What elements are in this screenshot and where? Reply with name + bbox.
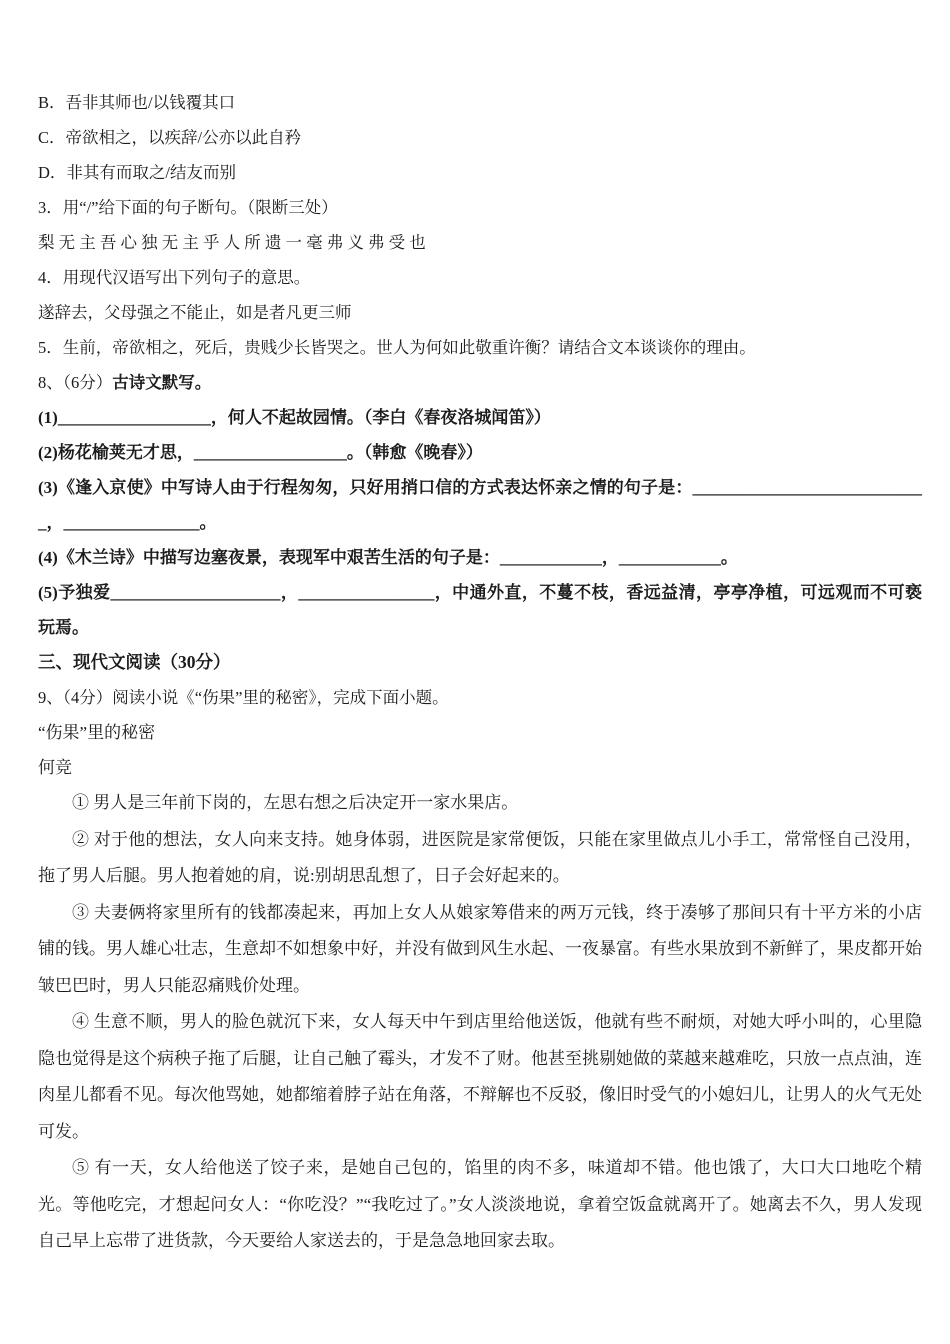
story-paragraph-1: ① 男人是三年前下岗的，左思右想之后决定开一家水果店。 <box>72 793 519 812</box>
dictation-item-2: (2)杨花榆荚无才思，__________________。（韩愈《晚春》） <box>38 443 483 462</box>
dictation-item-4: (4)《木兰诗》中描写边塞夜景，表现军中艰苦生活的句子是：____________，____________。 <box>38 548 738 567</box>
question-8 <box>38 365 922 400</box>
option-b: B．吾非其师也/以钱覆其口 <box>38 93 236 112</box>
dictation-item-5: (5)予独爱____________________，________________，中通外直，不蔓不枝，香远益清，亭亭净植，可远观而不可亵玩焉。 <box>38 583 922 637</box>
question-4: 4．用现代汉语写出下列句子的意思。 <box>38 268 311 287</box>
question-8-title: 古诗文默写。 <box>112 373 212 392</box>
option-d: D．非其有而取之/结友而别 <box>38 163 236 182</box>
dictation-item-3: (3)《逢入京使》中写诗人由于行程匆匆，只好用捎口信的方式表达怀亲之情的句子是：____________________________，________________。 <box>38 478 922 532</box>
story-paragraph-4: ④ 生意不顺，男人的脸色就沉下来，女人每天中午到店里给他送饭，他就有些不耐烦，对她大呼小叫的，心里隐隐也觉得是这个病秧子拖了后腿，让自己触了霉头，才发不了财。他甚至挑剔她做的菜越来越难吃，只放一点点油，连肉星儿都看不见。每次他骂她，她都缩着脖子站在角落，不辩解也不反驳，像旧时受气的小媳妇儿，让男人的火气无处可发。 <box>38 1012 922 1141</box>
section-heading-3: 三、现代文阅读（30分） <box>38 652 231 672</box>
question-9: 9、（4分）阅读小说《“伤果”里的秘密》，完成下面小题。 <box>38 688 449 707</box>
story-paragraph-3: ③ 夫妻俩将家里所有的钱都凑起来，再加上女人从娘家筹借来的两万元钱，终于凑够了那间只有十平方米的小店铺的钱。男人雄心壮志，生意却不如想象中好，并没有做到风生水起、一夜暴富。有些水果放到不新鲜了，果皮都开始皱巴巴时，男人只能忍痛贱价处理。 <box>38 902 922 995</box>
sentence-to-punctuate: 梨 无 主 吾 心 独 无 主 乎 人 所 遗 一 毫 弗 义 弗 受 也 <box>38 233 426 252</box>
story-title: “伤果”里的秘密 <box>38 723 156 742</box>
question-3: 3．用“/”给下面的句子断句。（限断三处） <box>38 198 338 217</box>
question-5: 5．生前，帝欲相之，死后，贵贱少长皆哭之。世人为何如此敬重许衡？请结合文本谈谈你的理由。 <box>38 338 756 357</box>
document-body <box>38 85 922 1260</box>
story-paragraph-2: ② 对于他的想法，女人向来支持。她身体弱，进医院是家常便饭，只能在家里做点儿小手工，常常怪自己没用，拖了男人后腿。男人抱着她的肩，说:别胡思乱想了，日子会好起来的。 <box>38 829 922 885</box>
dictation-item-1: (1)__________________，何人不起故园情。（李白《春夜洛城闻笛》） <box>38 408 551 427</box>
story-paragraph-5: ⑤ 有一天，女人给他送了饺子来，是她自己包的，馅里的肉不多，味道却不错。他也饿了，大口大口地吃个精光。等他吃完，才想起问女人：“你吃没？”“我吃过了。”女人淡淡地说，拿着空饭盒就离开了。她离去不久，男人发现自己早上忘带了进货款，今天要给人家送去的，于是急急地回家去取。 <box>38 1158 922 1250</box>
sentence-to-translate: 遂辞去，父母强之不能止，如是者凡更三师 <box>38 303 352 322</box>
story-author: 何竞 <box>38 758 72 777</box>
option-c: C．帝欲相之，以疾辞/公亦以此自矜 <box>38 128 302 147</box>
question-8-number: 8、（6分） <box>38 373 113 392</box>
